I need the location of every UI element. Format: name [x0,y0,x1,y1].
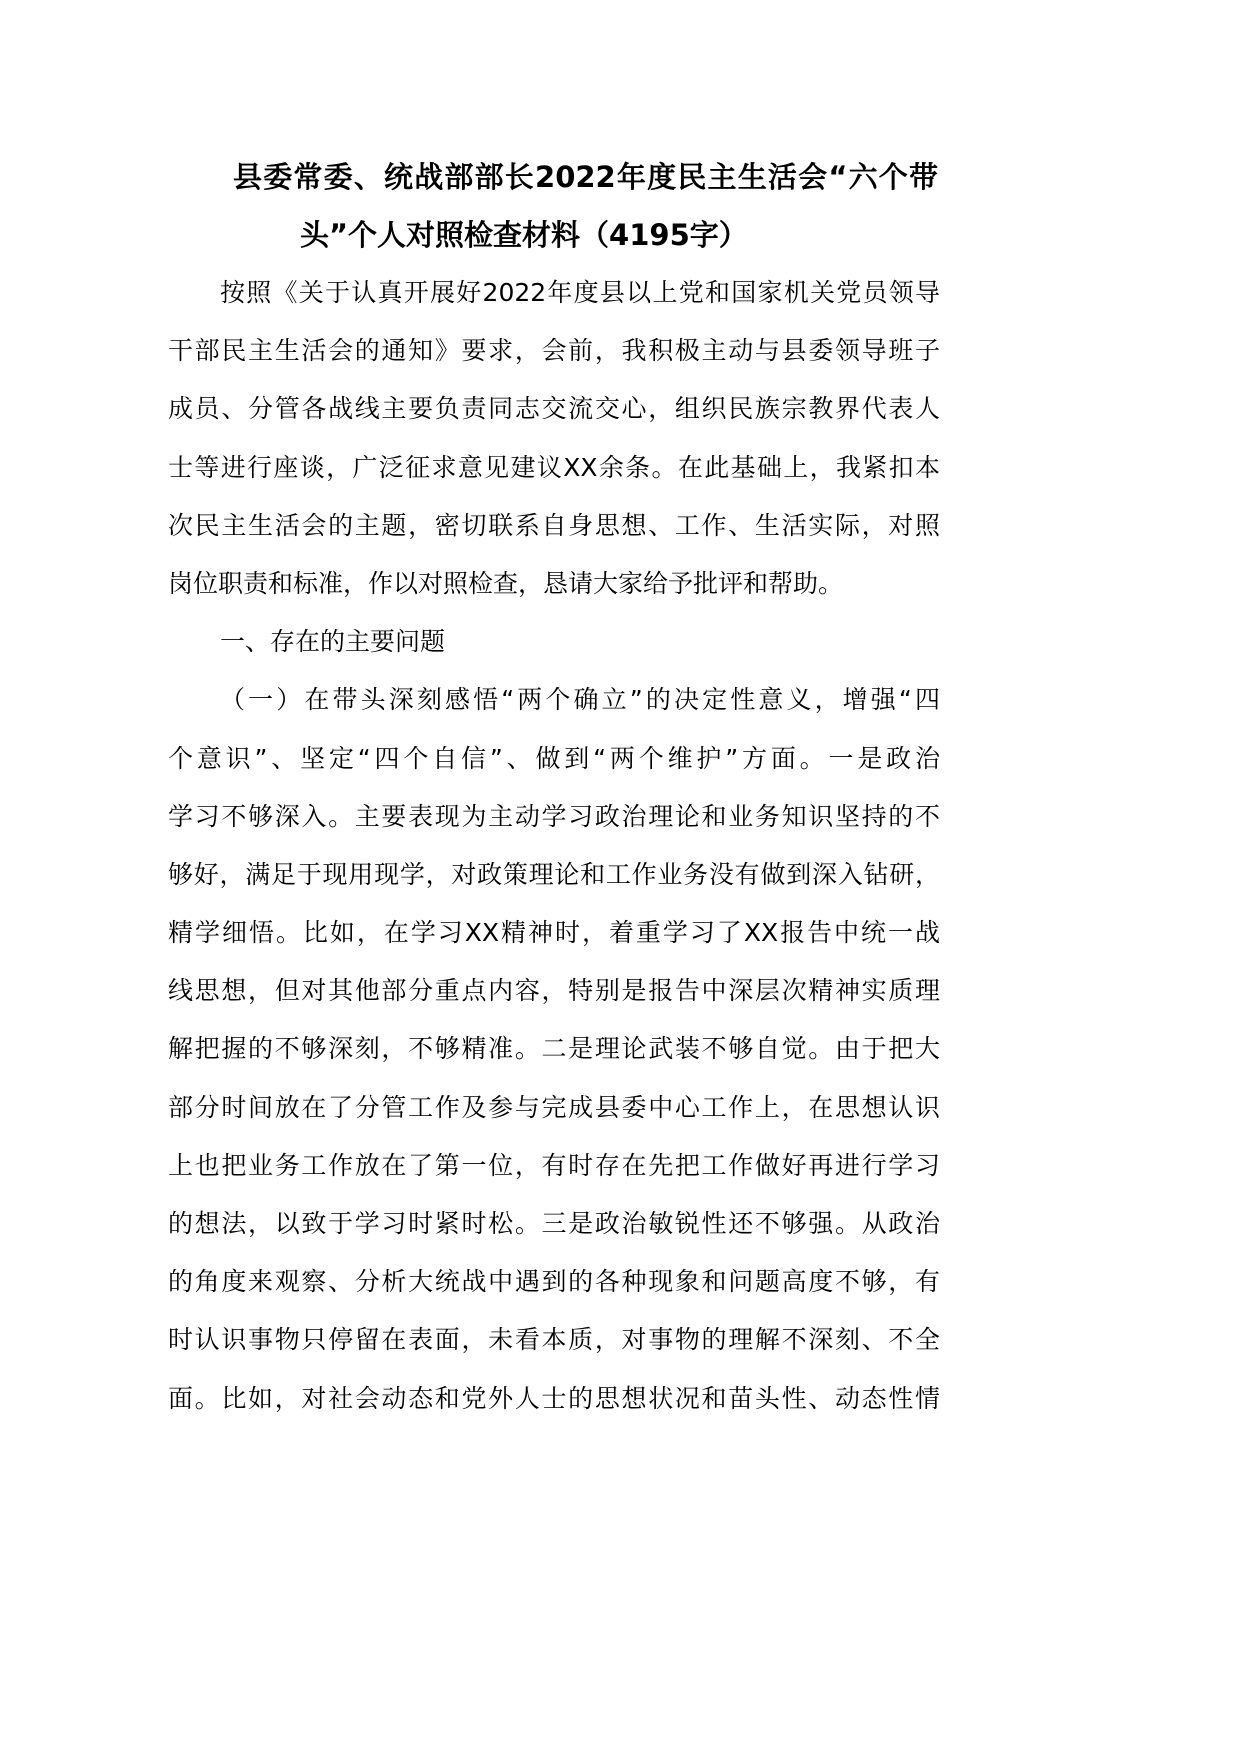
text-line: 岗位职责和标准，作以对照检查，恳请大家给予批评和帮助。 [168,568,844,598]
text-line: 上也把业务工作放在了第一位，有时存在先把工作做好再进行学习 [168,1150,940,1180]
text-line: 次民主生活会的主题，密切联系自身思想、工作、生活实际，对照 [168,510,940,540]
text-line: 成员、分管各战线主要负责同志交流交心，组织民族宗教界代表人 [168,394,940,424]
text-line: 一、存在的主要问题 [220,627,446,657]
document-title-line-1: 县委常委、统战部部长2022年度民主生活会“六个带 [233,160,938,194]
text-line: 部分时间放在了分管工作及参与完成县委中心工作上，在思想认识 [168,1092,940,1122]
text-line: 士等进行座谈，广泛征求意见建议XX余条。在此基础上，我紧扣本 [168,452,940,482]
document-title-line-2: 头”个人对照检查材料（4195字） [300,218,748,252]
text-line: 够好，满足于现用现学，对政策理论和工作业务没有做到深入钻研， [168,859,940,889]
text-line: 个意识”、坚定“四个自信”、做到“两个维护”方面。一是政治 [168,743,940,773]
text-line: 精学细悟。比如，在学习XX精神时，着重学习了XX报告中统一战 [168,918,940,948]
document-body [168,264,940,1428]
text-line: 干部民主生活会的通知》要求，会前，我积极主动与县委领导班子 [168,336,940,366]
text-line: 的想法，以致于学习时紧时松。三是政治敏锐性还不够强。从政治 [168,1209,940,1238]
text-line: 线思想，但对其他部分重点内容，特别是报告中深层次精神实质理 [168,976,940,1006]
text-line: 面。比如，对社会动态和党外人士的思想状况和苗头性、动态性情 [168,1383,940,1413]
text-line: 时认识事物只停留在表面，未看本质，对事物的理解不深刻、不全 [168,1325,940,1355]
text-line: 学习不够深入。主要表现为主动学习政治理论和业务知识坚持的不 [168,801,940,831]
text-line: 按照《关于认真开展好2022年度县以上党和国家机关党员领导 [220,278,940,307]
text-line: 解把握的不够深刻，不够精准。二是理论武装不够自觉。由于把大 [168,1034,940,1064]
text-line: （一）在带头深刻感悟“两个确立”的决定性意义，增强“四 [220,685,940,715]
text-line: 的角度来观察、分析大统战中遇到的各种现象和问题高度不够，有 [168,1267,940,1297]
